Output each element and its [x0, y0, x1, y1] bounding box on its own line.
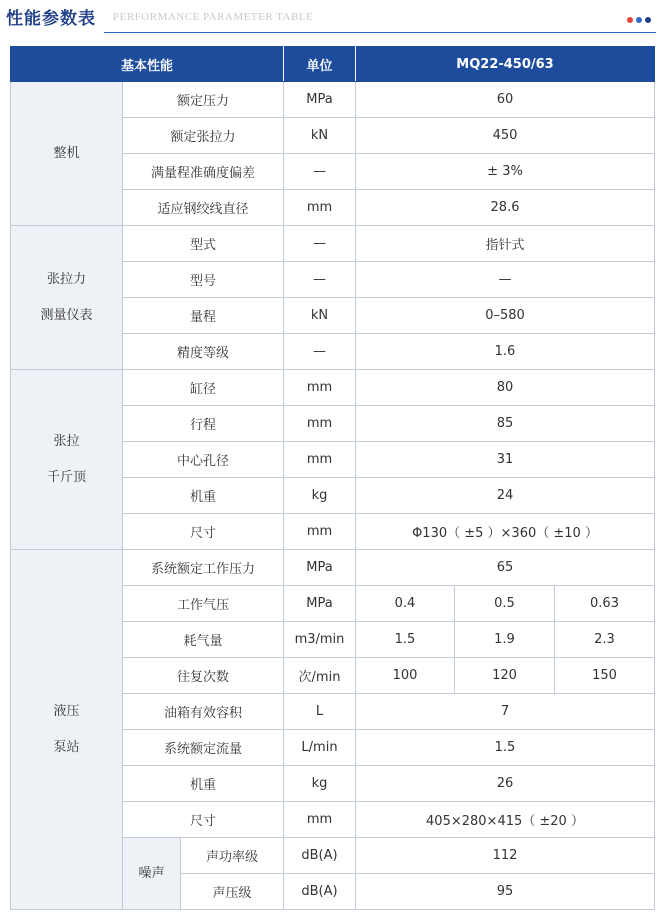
param-cell: 行程 [123, 406, 284, 442]
param-cell: 尺寸 [123, 802, 284, 838]
group-label: 液压 [53, 703, 80, 719]
value-cell: 28.6 [356, 190, 655, 226]
group-label: 千斤顶 [46, 469, 86, 485]
value-cell: 405×280×415（ ±20 ） [356, 802, 655, 838]
value-cell: 112 [356, 838, 655, 874]
unit-cell: kN [284, 118, 356, 154]
value-cell: 0–580 [356, 298, 655, 334]
red-dot-icon [627, 17, 633, 23]
value-cell: 0.4 [356, 586, 455, 622]
value-cell: 1.9 [455, 622, 555, 658]
unit-cell: mm [284, 802, 356, 838]
value-cell: 80 [356, 370, 655, 406]
value-cell: Φ130（ ±5 ）×360（ ±10 ） [356, 514, 655, 550]
value-cell: 24 [356, 478, 655, 514]
group-label: 张拉 [53, 433, 80, 449]
group-label: 整机 [53, 145, 80, 161]
page-subtitle: PERFORMANCE PARAMETER TABLE [113, 11, 314, 23]
unit-cell: 次/min [284, 658, 356, 694]
param-cell: 缸径 [123, 370, 284, 406]
value-cell: 100 [356, 658, 455, 694]
param-cell: 往复次数 [123, 658, 284, 694]
param-cell: 声功率级 [181, 838, 284, 874]
value-cell: 85 [356, 406, 655, 442]
unit-cell: mm [284, 190, 356, 226]
value-cell: 60 [356, 82, 655, 118]
param-cell: 量程 [123, 298, 284, 334]
unit-cell: — [284, 154, 356, 190]
value-cell: 1.6 [356, 334, 655, 370]
page-title: 性能参数表 [6, 9, 96, 29]
param-cell: 机重 [123, 478, 284, 514]
performance-table [10, 46, 655, 910]
unit-cell: m3/min [284, 622, 356, 658]
param-cell: 额定张拉力 [123, 118, 284, 154]
value-cell: 指针式 [356, 226, 655, 262]
unit-cell: L [284, 694, 356, 730]
param-cell: 耗气量 [123, 622, 284, 658]
value-cell: 95 [356, 874, 655, 910]
group-gauge [11, 226, 123, 370]
value-cell: 450 [356, 118, 655, 154]
unit-cell: — [284, 262, 356, 298]
param-cell: 机重 [123, 766, 284, 802]
table-row [11, 550, 655, 586]
param-cell: 精度等级 [123, 334, 284, 370]
page-header [0, 0, 660, 34]
navy-dot-icon [645, 17, 651, 23]
unit-cell: dB(A) [284, 838, 356, 874]
unit-cell: — [284, 334, 356, 370]
param-cell: 满量程准确度偏差 [123, 154, 284, 190]
value-cell: 0.5 [455, 586, 555, 622]
group-machine [11, 82, 123, 226]
header-model: MQ22-450/63 [356, 47, 655, 82]
value-cell: 7 [356, 694, 655, 730]
param-cell: 适应钢绞线直径 [123, 190, 284, 226]
param-cell: 尺寸 [123, 514, 284, 550]
unit-cell: MPa [284, 82, 356, 118]
param-cell: 声压级 [181, 874, 284, 910]
group-label: 泵站 [53, 739, 80, 755]
param-cell: 油箱有效容积 [123, 694, 284, 730]
header-divider [104, 32, 656, 33]
param-cell: 型式 [123, 226, 284, 262]
group-noise: 噪声 [123, 838, 181, 910]
value-cell: 31 [356, 442, 655, 478]
unit-cell: L/min [284, 730, 356, 766]
group-label: 测量仪表 [40, 307, 93, 323]
group-jack [11, 370, 123, 550]
value-cell: 26 [356, 766, 655, 802]
unit-cell: — [284, 226, 356, 262]
value-cell: 1.5 [356, 622, 455, 658]
group-pump [11, 550, 123, 910]
unit-cell: mm [284, 406, 356, 442]
table-row [11, 82, 655, 118]
value-cell: — [356, 262, 655, 298]
unit-cell: kg [284, 478, 356, 514]
value-cell: 120 [455, 658, 555, 694]
value-cell: 150 [555, 658, 655, 694]
blue-dot-icon [636, 17, 642, 23]
value-cell: 2.3 [555, 622, 655, 658]
value-cell: 1.5 [356, 730, 655, 766]
header-unit: 单位 [284, 47, 356, 82]
param-cell: 系统额定工作压力 [123, 550, 284, 586]
param-cell: 工作气压 [123, 586, 284, 622]
header-basic-performance: 基本性能 [11, 47, 284, 82]
param-cell: 型号 [123, 262, 284, 298]
value-cell: ± 3% [356, 154, 655, 190]
unit-cell: mm [284, 442, 356, 478]
unit-cell: mm [284, 370, 356, 406]
unit-cell: dB(A) [284, 874, 356, 910]
unit-cell: kg [284, 766, 356, 802]
table-row [11, 370, 655, 406]
unit-cell: MPa [284, 586, 356, 622]
table-header-row [11, 47, 655, 82]
param-cell: 系统额定流量 [123, 730, 284, 766]
table-row [11, 226, 655, 262]
unit-cell: MPa [284, 550, 356, 586]
value-cell: 65 [356, 550, 655, 586]
unit-cell: mm [284, 514, 356, 550]
param-cell: 额定压力 [123, 82, 284, 118]
param-cell: 中心孔径 [123, 442, 284, 478]
value-cell: 0.63 [555, 586, 655, 622]
unit-cell: kN [284, 298, 356, 334]
group-label: 张拉力 [46, 271, 86, 287]
